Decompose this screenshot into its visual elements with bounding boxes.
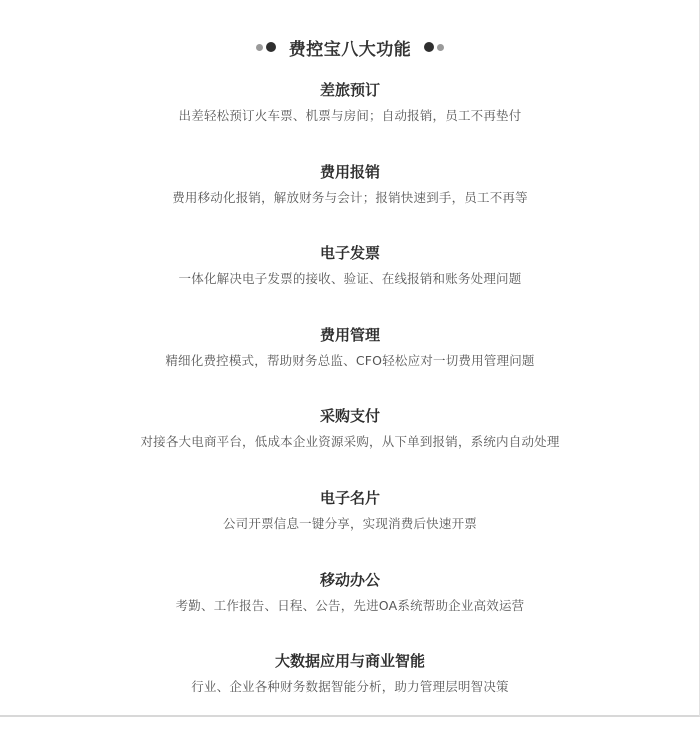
- feature-title: 采购支付: [319, 407, 380, 426]
- left-dots-decoration: [256, 42, 276, 52]
- feature-description: 出差轻松预订火车票、机票与房间；自动报销，员工不再垫付: [178, 108, 522, 123]
- small-dot-icon: [256, 44, 263, 51]
- feature-title: 费用报销: [319, 162, 380, 181]
- page-title: 费控宝八大功能: [288, 39, 412, 60]
- feature-title: 移动办公: [319, 570, 380, 589]
- feature-item-travel-booking: [0, 78, 700, 160]
- feature-title: 大数据应用与商业智能: [274, 652, 425, 671]
- feature-description: 精细化费控模式，帮助财务总监、CFO轻松应对一切费用管理问题: [165, 352, 535, 368]
- feature-description: 一体化解决电子发票的接收、验证、在线报销和账务处理问题: [178, 271, 522, 287]
- feature-item-mobile-office: [0, 568, 700, 650]
- feature-title: 差旅预订: [319, 81, 380, 99]
- feature-item-e-invoice: [0, 241, 700, 323]
- large-dot-icon: [266, 42, 276, 52]
- feature-description: 考勤、工作报告、日程、公告，先进OA系统帮助企业高效运营: [175, 597, 525, 613]
- feature-title: 电子名片: [319, 488, 380, 507]
- feature-description: 对接各大电商平台，低成本企业资源采购，从下单到报销，系统内自动处理: [140, 434, 560, 450]
- small-dot-icon: [437, 44, 444, 51]
- feature-description: 公司开票信息一键分享，实现消费后快速开票: [222, 515, 477, 531]
- right-dots-decoration: [424, 42, 444, 52]
- feature-title: 电子发票: [319, 244, 380, 263]
- section-header: [0, 33, 700, 61]
- feature-item-expense-management: [0, 323, 700, 405]
- feature-description: 费用移动化报销，解放财务与会计；报销快速到手，员工不再等: [172, 189, 528, 205]
- feature-title: 费用管理: [319, 325, 380, 344]
- feature-item-e-business-card: [0, 486, 700, 568]
- large-dot-icon: [424, 42, 434, 52]
- feature-list: [0, 78, 700, 731]
- feature-item-expense-reimbursement: [0, 160, 700, 242]
- feature-item-big-data-bi: [0, 649, 700, 731]
- feature-item-procurement-payment: [0, 404, 700, 486]
- feature-description: 行业、企业各种财务数据智能分析，助力管理层明智决策: [191, 679, 509, 695]
